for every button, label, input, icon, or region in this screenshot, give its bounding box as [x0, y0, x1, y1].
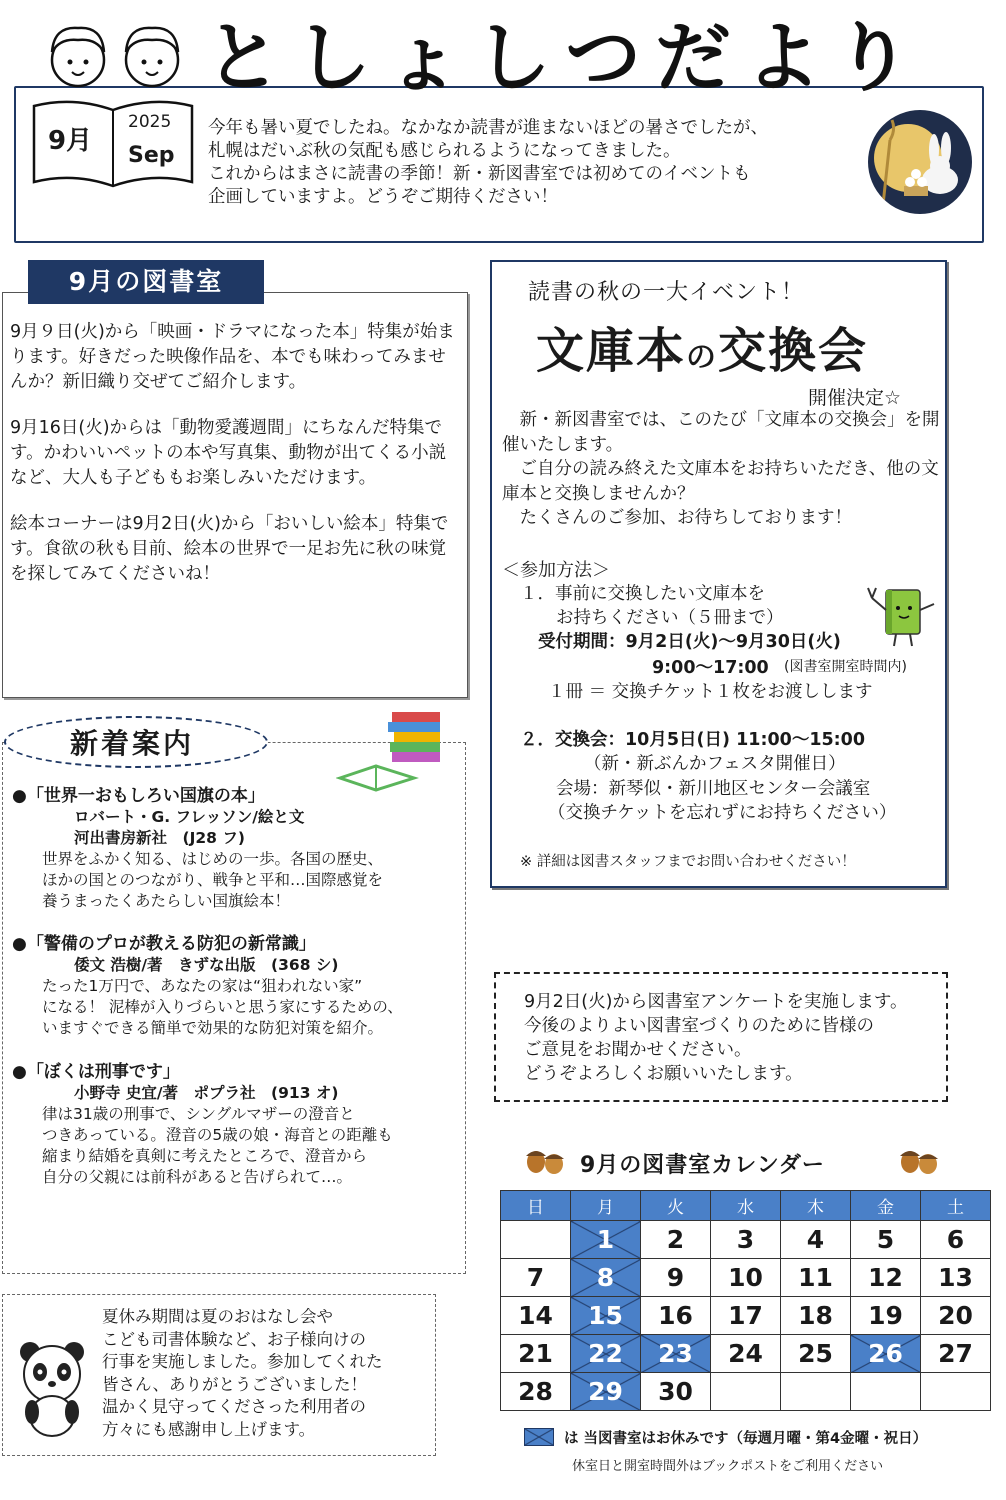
library-text [10, 320, 462, 608]
event-step1-limit: お持ちください（５冊まで） [556, 608, 784, 628]
calendar-week [501, 1259, 991, 1297]
calendar-weekday: 金 [851, 1191, 921, 1221]
calendar-day [851, 1373, 921, 1411]
calendar-day: 4 [781, 1221, 851, 1259]
calendar-day [501, 1221, 571, 1259]
event-intro: 新・新図書室では、このたび「文庫本の交換会」を開催いたします。 ご自分の読み終えた文庫本をお持ちいただき、他の文庫本と交換しませんか？ たくさんのご参加、お待ちしております！ [502, 410, 940, 528]
calendar-weekday: 土 [921, 1191, 991, 1221]
calendar-day: 16 [641, 1297, 711, 1335]
calendar-day: 7 [501, 1259, 571, 1297]
event-venue: 会場：新琴似・新川地区センター会議室 [556, 779, 871, 799]
calendar-title: 9月の図書室カレンダー [580, 1153, 825, 1178]
calendar-day: 10 [711, 1259, 781, 1297]
calendar-day: 17 [711, 1297, 781, 1335]
library-paragraph: 9月９日(火)から「映画・ドラマになった本」特集が始まります。好きだった映像作品を、本でも味わってみませんか？新旧織り交ぜてご紹介します。 [10, 322, 455, 392]
event-subtitle: 読書の秋の一大イベント！ [528, 280, 805, 305]
event-step2: ２．交換会：10月5日(日) 11:00～15:00 [520, 730, 866, 750]
calendar-day: 23 [641, 1335, 711, 1373]
calendar-weekday: 水 [711, 1191, 781, 1221]
book-item: ●「ぼくは刑事です」 小野寺 史宜/著 ポプラ社 (913 オ) 律は31歳の刑事で、シングルマザーの澄音と つきあっている。澄音の5歳の娘・海音との距離も 縮まり結婚を真剣に考えたところで、澄音から 自分の父親には前科があると告げられて…。 [12, 1062, 393, 1186]
calendar-day [711, 1373, 781, 1411]
calendar-day: 20 [921, 1297, 991, 1335]
calendar-day [921, 1373, 991, 1411]
kids-reading-icon [30, 12, 200, 102]
calendar-week [501, 1335, 991, 1373]
moon-rabbit-icon [868, 110, 972, 214]
calendar-day: 2 [641, 1221, 711, 1259]
summer-text: 夏休み期間は夏のおはなし会や こども司書体験など、お子様向けの 行事を実施しました。参加してくれた 皆さん、ありがとうございました！ 温かく見守ってくださった利用者の 方々にも感謝申し上げます。 [102, 1307, 383, 1439]
acorn-icon [522, 1140, 568, 1176]
event-period: 受付期間：9月2日(火)～9月30日(火) [538, 632, 841, 652]
month-label: 9月 [48, 126, 93, 156]
calendar-day: 14 [501, 1297, 571, 1335]
calendar-day: 25 [781, 1335, 851, 1373]
calendar-day: 28 [501, 1373, 571, 1411]
calendar-day: 29 [571, 1373, 641, 1411]
book-character-icon [864, 580, 940, 652]
calendar-week [501, 1373, 991, 1411]
event-how-heading: ＜参加方法＞ [502, 560, 610, 581]
event-ticket: １冊 ＝ 交換チケット１枚をお渡しします [548, 682, 873, 702]
calendar-day: 15 [571, 1297, 641, 1335]
month-en-label: Sep [128, 143, 175, 168]
calendar-day: 8 [571, 1259, 641, 1297]
event-step1: １．事前に交換したい文庫本を [520, 584, 765, 604]
book-item: ●「世界一おもしろい国旗の本」 ロバート・G. フレッソン/絵と文 河出書房新社 (J28 フ) 世界をふかく知る、はじめの一歩。各国の歴史、 ほかの国とのつながり、戦争と平和…国際感覚を 養うまったくあたらしい国旗絵本！ [12, 786, 384, 910]
calendar-weekday: 木 [781, 1191, 851, 1221]
event-step2-note: （新・新ぶんかフェスタ開催日） [584, 754, 846, 774]
book-post-note: 休室日と開室時間外はブックポストをご利用ください [572, 1459, 884, 1474]
closed-legend-swatch [524, 1428, 554, 1446]
acorn-icon [896, 1140, 942, 1176]
calendar-day: 22 [571, 1335, 641, 1373]
library-heading: 9月の図書室 [28, 260, 264, 304]
intro-text: 今年も暑い夏でしたね。なかなか読書が進まないほどの暑さでしたが、 札幌はだいぶ秋の気配も感じられるようになってきました。 これからはまさに読書の季節！新・新図書室では初めてのイベントも 企画していますよ。どうぞご期待ください！ [208, 118, 768, 207]
event-period-note: (図書室開室時間内) [784, 659, 907, 675]
book-item: ●「警備のプロが教える防犯の新常識」 倭文 浩樹/著 きずな出版 (368 シ) たった1万円で、あなたの家は“狙われない家” になる！ 泥棒が入りづらいと思う家にするための、 いますぐできる簡単で効果的な防犯対策を紹介。 [12, 934, 403, 1037]
calendar-day: 12 [851, 1259, 921, 1297]
calendar-day: 13 [921, 1259, 991, 1297]
new-arrivals-heading: 新着案内 [70, 727, 195, 760]
calendar-day: 27 [921, 1335, 991, 1373]
calendar-weekday: 火 [641, 1191, 711, 1221]
calendar-day: 1 [571, 1221, 641, 1259]
calendar-weekday: 日 [501, 1191, 571, 1221]
survey-text: 9月2日(火)から図書室アンケートを実施します。 今後のよりよい図書室づくりのために皆様の ご意見をお聞かせください。 どうぞよろしくお願いいたします。 [524, 992, 908, 1084]
calendar-weekday: 月 [571, 1191, 641, 1221]
event-period-time: 9:00～17:00 [652, 658, 769, 678]
calendar-day: 3 [711, 1221, 781, 1259]
calendar-day: 19 [851, 1297, 921, 1335]
calendar-day: 5 [851, 1221, 921, 1259]
calendar-day: 30 [641, 1373, 711, 1411]
calendar-day: 11 [781, 1259, 851, 1297]
library-paragraph: 9月16日(火)からは「動物愛護週間」にちなんだ特集です。かわいいペットの本や写真集、動物が出てくる小説など、大人も子どももお楽しみいただけます。 [10, 418, 447, 488]
year-label: 2025 [128, 112, 172, 132]
calendar-week [501, 1221, 991, 1259]
library-paragraph: 絵本コーナーは9月2日(火)から「おいしい絵本」特集です。食欲の秋も目前、絵本の世界で一足お先に秋の味覚を探してみてくださいね！ [10, 514, 449, 584]
event-venue-note: （交換チケットを忘れずにお持ちください） [548, 803, 897, 823]
calendar-table [500, 1190, 991, 1411]
event-title: 文庫本の交換会 [536, 323, 869, 379]
calendar-day: 26 [851, 1335, 921, 1373]
event-footnote: ※ 詳細は図書スタッフまでお問い合わせください！ [520, 854, 856, 870]
calendar-week [501, 1297, 991, 1335]
calendar-day: 24 [711, 1335, 781, 1373]
calendar-day: 9 [641, 1259, 711, 1297]
page-title: としょしつだより [205, 13, 925, 102]
calendar-day [781, 1373, 851, 1411]
calendar-day: 6 [921, 1221, 991, 1259]
panda-icon [12, 1338, 92, 1438]
event-decided: 開催決定☆ [808, 387, 902, 409]
calendar-day: 18 [781, 1297, 851, 1335]
closed-legend-text: は 当図書室はお休みです（毎週月曜・第4金曜・祝日） [564, 1431, 928, 1447]
calendar-day: 21 [501, 1335, 571, 1373]
